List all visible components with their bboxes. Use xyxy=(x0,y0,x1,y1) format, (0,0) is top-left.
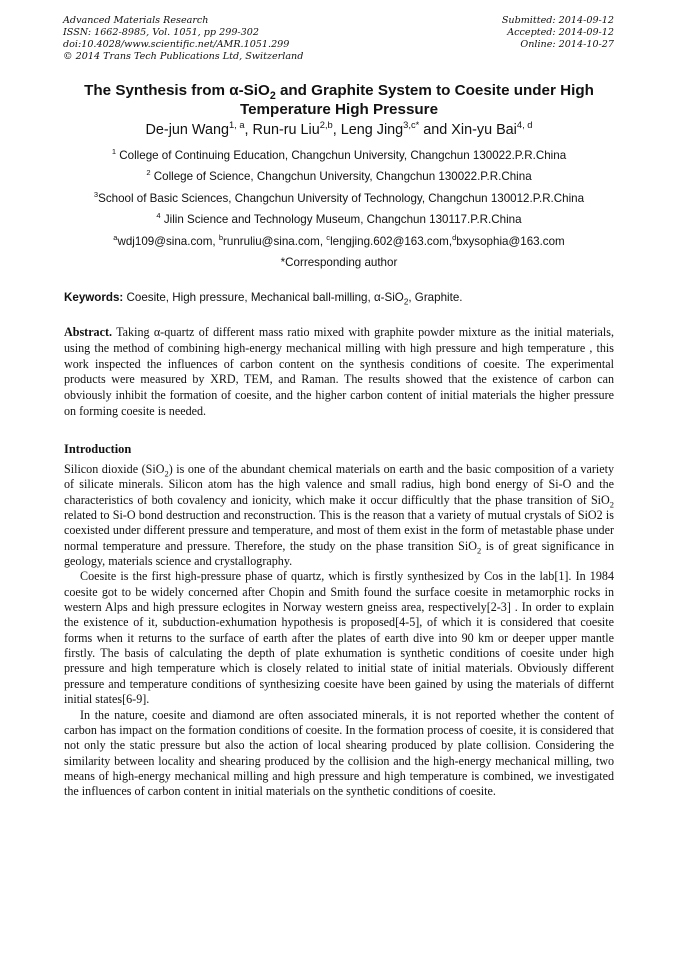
email-list: $^a$wdj109@sina.com, $^b$runruliu@sina.com, $^c$lengjing.602@163.com,$^d$bxysophia@163.com xyxy=(113,233,565,248)
corresponding-author-note: *Corresponding author xyxy=(280,256,398,269)
paragraph-2: Coesite is the first high-pressure phase of quartz, which is firstly synthesized by Cos in the lab[1]. In 1984 coesite got to be widely concerned after Chopin and Smith found the surface coesite in metamorphic rocks in western Alps and high pressure eclogites in Norway western gneiss area, respectively[2-3] . In order to explain the existence of it, subduction-exhumation hypothesis is proposed[4-5], of which it is considered that coesite forms when it returns to the surface of earth after the plates of earth dive into 90 km or deeper upper mantle firstly. The basis of calculating the depth of plate exhumation is synthetic conditions of coesite under high pressure and high temperature which is closely related to initial state of initial materials. Obviously different pressure and temperature conditions of synthesizing coesite have been gained by using the materials of differnt initial states[6-9]. xyxy=(64,569,614,707)
keywords: Keywords: Coesite, High pressure, Mechanical ball-milling, α-SiO$_2$, Graphite. xyxy=(64,291,463,307)
email-link[interactable]: wdj109@sina.com, xyxy=(117,235,219,248)
keywords-label: Keywords: xyxy=(64,291,124,304)
email-link[interactable]: lengjing.602@163.com, xyxy=(330,235,453,248)
author-list: De-jun Wang$^{1, a}$, Run-ru Liu$^{2,b}$, Leng Jing$^{3,c*}$ and Xin-yu Bai$^{4, d}$ xyxy=(145,120,533,138)
title-line-1: The Synthesis from α-SiO$_2$ and Graphite System to Coesite under High xyxy=(84,82,594,103)
title-line-2: Temperature High Pressure xyxy=(239,101,439,118)
affiliation-2: $^2$ College of Science, Changchun University, Changchun 130022.P.R.China xyxy=(146,168,532,183)
journal-issn: ISSN: 1662-8985, Vol. 1051, pp 299-302 xyxy=(63,27,259,38)
email-link[interactable]: bxysophia@163.com xyxy=(456,235,565,248)
journal-doi: doi:10.4028/www.scientific.net/AMR.1051.299 xyxy=(63,39,290,50)
journal-name: Advanced Materials Research xyxy=(63,15,209,26)
submission-dates xyxy=(502,15,614,51)
author-name: Run-ru Liu xyxy=(252,122,320,138)
submitted-date: Submitted: 2014-09-12 xyxy=(501,15,614,26)
paper-title xyxy=(50,81,628,119)
introduction-body xyxy=(64,462,614,800)
affiliation-3: $^3$School of Basic Sciences, Changchun University of Technology, Changchun 130012.P.R.China xyxy=(93,190,585,205)
affiliation-4: $^4$ Jilin Science and Technology Museum, Changchun 130117.P.R.China xyxy=(156,211,522,226)
abstract-text: Taking α-quartz of different mass ratio mixed with graphite powder mixture as the initial materials, using the method of combining high-energy mechanical milling with high pressure and high temperature , this work inspected the influences of carbon content on the synthesis conditions of coesite. The experimental products were measured by XRD, TEM, and Raman. The results showed that the existence of carbon can obviously inhibit the formation of coesite, and the higher carbon content of initial materials the higher pressure on forming coesite is needed. xyxy=(64,325,614,418)
abstract-label: Abstract. xyxy=(64,325,113,339)
section-heading-introduction: Introduction xyxy=(64,442,132,456)
accepted-date: Accepted: 2014-09-12 xyxy=(507,27,614,38)
abstract xyxy=(64,325,614,420)
author-name: De-jun Wang xyxy=(145,122,229,138)
journal-copyright: © 2014 Trans Tech Publications Ltd, Switzerland xyxy=(63,51,304,62)
paragraph-3: In the nature, coesite and diamond are often associated minerals, it is not reported whether the content of carbon has impact on the formation conditions of coesite. In the formation process of coesite, it is considered that not only the static pressure but also the action of local shearing produced by plate collision. Considering the similarity between locality and shearing produced by the collision and the high-energy mechanical milling, two means of high-energy mechanical milling and high pressure and high temperature is combined, we investigated the influences of carbon content in initial materials on the synthetic conditions of coesite. xyxy=(64,707,614,799)
author-name: Leng Jing xyxy=(340,122,404,138)
paragraph-1: Silicon dioxide (SiO$_2$) is one of the abundant chemical materials on earth and the basic composition of a variety of silicate minerals. Silicon atom has the high valence and small radius, high bond energy of Si-O and the characteristics of both covalency and ionicity, which make it occur difficultly that the phase transition of SiO$_2$ related to Si-O bond destruction and reconstruction. This is the reason that a variety of mutual crystals of SiO2 is coexisted under different pressure and temperature, and most of them exist in the form of metastable phase under normal temperature and pressure. Therefore, the study on the phase transition SiO$_2$ is of great significance in geology, materials science and crystallography. xyxy=(64,462,614,569)
email-link[interactable]: runruliu@sina.com, xyxy=(223,235,327,248)
author-name: Xin-yu Bai xyxy=(451,122,517,138)
affiliation-1: $^1$ College of Continuing Education, Changchun University, Changchun 130022.P.R.China xyxy=(111,147,567,162)
online-date: Online: 2014-10-27 xyxy=(520,39,614,50)
journal-info xyxy=(63,15,303,63)
